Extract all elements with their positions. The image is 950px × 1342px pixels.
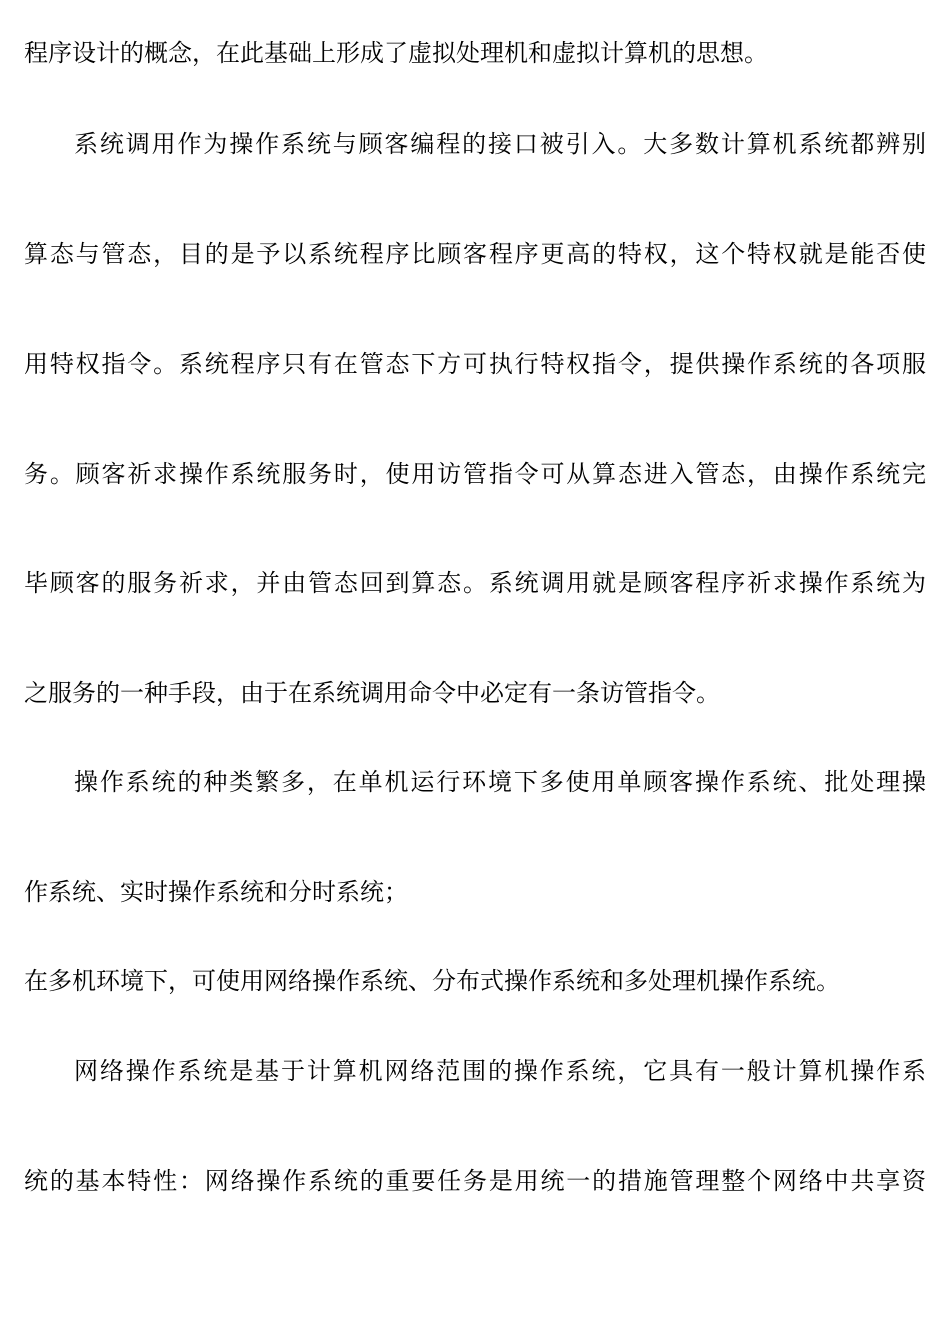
text-line: 用特权指令。系统程序只有在管态下方可执行特权指令，提供操作系统的各项服 (24, 350, 926, 378)
text-line: 统的基本特性：网络操作系统的重要任务是用统一的措施管理整个网络中共享资 (24, 1167, 926, 1195)
text-line: 操作系统的种类繁多，在单机运行环境下多使用单顾客操作系统、批处理操 (74, 768, 926, 796)
text-line: 算态与管态，目的是予以系统程序比顾客程序更高的特权，这个特权就是能否使 (24, 240, 926, 268)
text-line: 网络操作系统是基于计算机网络范围的操作系统，它具有一般计算机操作系 (74, 1057, 926, 1085)
text-line: 系统调用作为操作系统与顾客编程的接口被引入。大多数计算机系统都辨别 (74, 130, 926, 158)
text-line: 务。顾客祈求操作系统服务时，使用访管指令可从算态进入管态，由操作系统完 (24, 460, 926, 488)
text-line: 程序设计的概念，在此基础上形成了虚拟处理机和虚拟计算机的思想。 (24, 39, 768, 67)
text-line: 毕顾客的服务祈求，并由管态回到算态。系统调用就是顾客程序祈求操作系统为 (24, 569, 926, 597)
text-line: 作系统、实时操作系统和分时系统； (24, 878, 408, 906)
text-line: 在多机环境下，可使用网络操作系统、分布式操作系统和多处理机操作系统。 (24, 967, 840, 995)
text-line: 之服务的一种手段，由于在系统调用命令中必定有一条访管指令。 (24, 679, 720, 707)
